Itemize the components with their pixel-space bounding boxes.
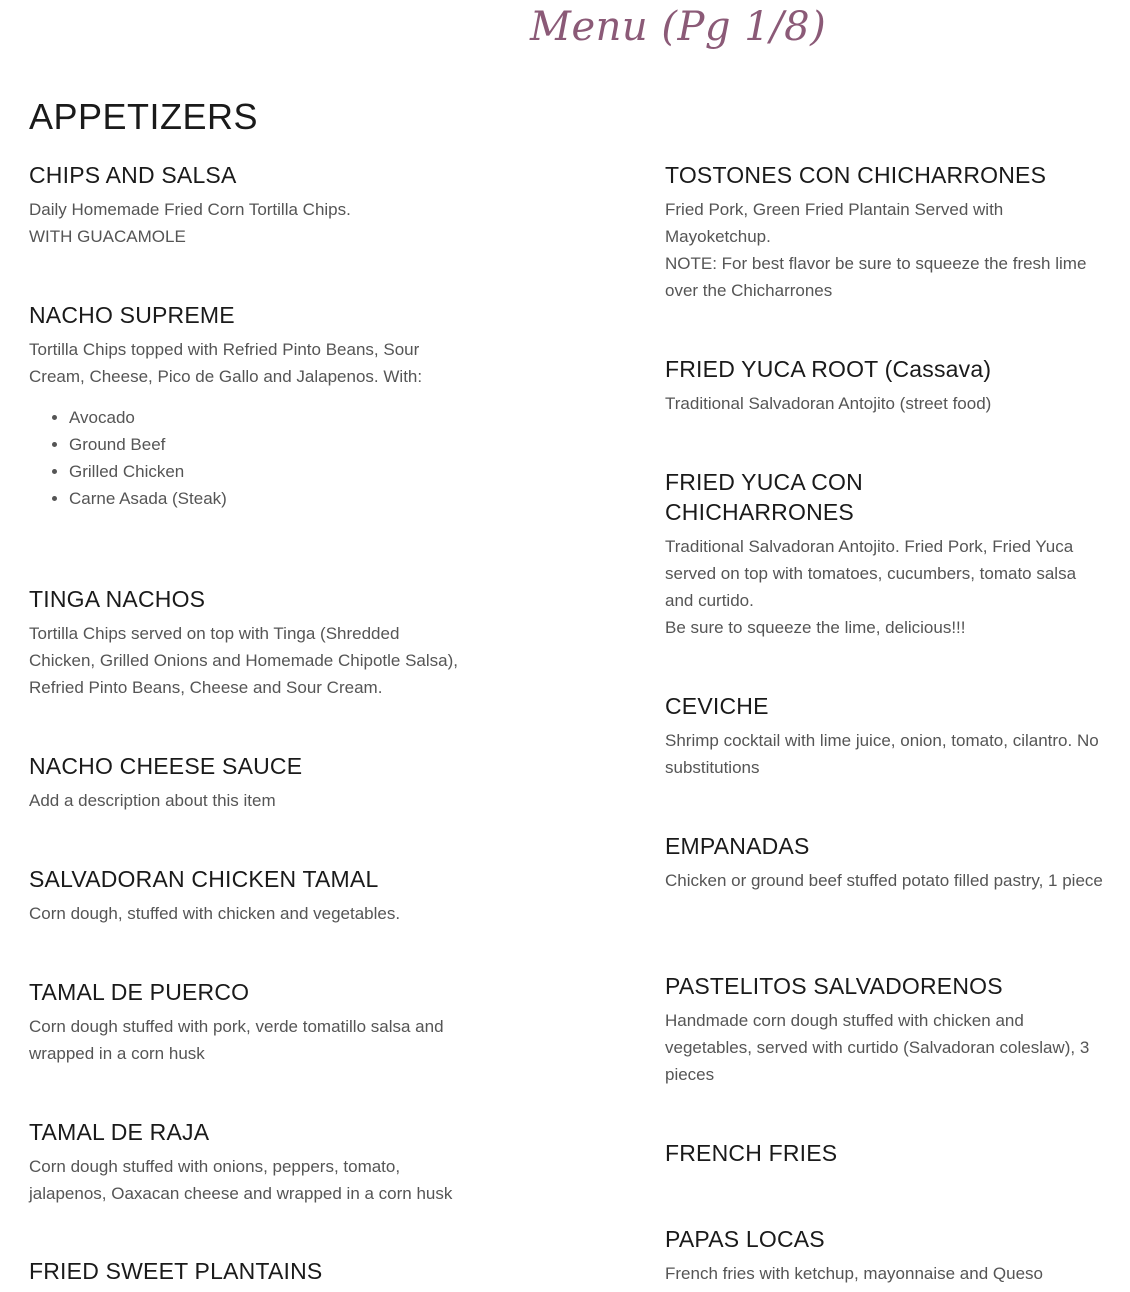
- menu-item: [29, 1117, 469, 1207]
- menu-item-description: [29, 1013, 469, 1067]
- menu-item: [29, 584, 469, 701]
- option-item: • Carne Asada (Steak): [69, 485, 469, 512]
- menu-item-name: FRENCH FRIES: [665, 1140, 838, 1166]
- menu-item-name: NACHO SUPREME: [29, 302, 235, 328]
- description-line: Shrimp cocktail with lime juice, onion, tomato, cilantro. No substitutions: [665, 731, 1099, 777]
- menu-item: [665, 354, 1105, 417]
- menu-item: [665, 1138, 1105, 1174]
- menu-item-description: [29, 620, 469, 701]
- menu-item-name: TAMAL DE PUERCO: [29, 979, 250, 1005]
- menu-item: [665, 831, 1105, 894]
- menu-item-description: [29, 900, 469, 927]
- description-line: Chicken or ground beef stuffed potato filled pastry, 1 piece: [665, 871, 1103, 890]
- section-title-appetizers: APPETIZERS: [29, 96, 259, 137]
- menu-item-description: [29, 196, 469, 250]
- description-line: Traditional Salvadoran Antojito (street food): [665, 394, 992, 413]
- menu-item-name: FRIED YUCA ROOT (Cassava): [665, 356, 992, 382]
- menu-item: [665, 160, 1105, 304]
- menu-item-description: [29, 336, 469, 390]
- menu-item: [665, 1224, 1105, 1287]
- description-line: Tortilla Chips topped with Refried Pinto Beans, Sour Cream, Cheese, Pico de Gallo and Jalapenos. With:: [29, 340, 423, 386]
- menu-item-description: [665, 1260, 1105, 1287]
- description-line: WITH GUACAMOLE: [29, 227, 186, 246]
- menu-item: [29, 864, 469, 927]
- description-line: NOTE: For best flavor be sure to squeeze the fresh lime over the Chicharrones: [665, 254, 1087, 300]
- description-line: Fried Pork, Green Fried Plantain Served with Mayoketchup.: [665, 200, 1004, 246]
- description-line: Daily Homemade Fried Corn Tortilla Chips.: [29, 200, 351, 219]
- menu-item-description: [29, 1153, 469, 1207]
- menu-item-description: [29, 787, 469, 814]
- menu-item: [29, 160, 469, 250]
- option-list: [29, 404, 469, 512]
- menu-item: [29, 1256, 469, 1292]
- menu-item-name: NACHO CHEESE SAUCE: [29, 753, 303, 779]
- description-line: Handmade corn dough stuffed with chicken and vegetables, served with curtido (Salvadoran coleslaw), 3 pieces: [665, 1011, 1090, 1084]
- menu-item-description: [665, 533, 1105, 641]
- option-item: • Avocado: [69, 404, 469, 431]
- option-item: • Ground Beef: [69, 431, 469, 458]
- menu-item: [29, 300, 469, 512]
- option-item: • Grilled Chicken: [69, 458, 469, 485]
- menu-item-description: [665, 727, 1105, 781]
- menu-item-description: [665, 390, 1105, 417]
- menu-item-name: PASTELITOS SALVADORENOS: [665, 973, 1003, 999]
- menu-item-name: FRIED YUCA CON CHICHARRONES: [665, 469, 863, 525]
- menu-item-name: PAPAS LOCAS: [665, 1226, 825, 1252]
- menu-item: [665, 691, 1105, 781]
- menu-item-description: [665, 867, 1105, 894]
- menu-item-description: [665, 1007, 1105, 1088]
- description-line: French fries with ketchup, mayonnaise and Queso: [665, 1264, 1043, 1283]
- menu-item-name: CHIPS AND SALSA: [29, 162, 237, 188]
- menu-item-name: SALVADORAN CHICKEN TAMAL: [29, 866, 379, 892]
- menu-item-name: CEVICHE: [665, 693, 769, 719]
- description-line: Corn dough stuffed with pork, verde tomatillo salsa and wrapped in a corn husk: [29, 1017, 444, 1063]
- menu-item-name: EMPANADAS: [665, 833, 810, 859]
- menu-item-name: FRIED SWEET PLANTAINS: [29, 1258, 323, 1284]
- menu-item-name: TINGA NACHOS: [29, 586, 206, 612]
- description-line: Add a description about this item: [29, 791, 276, 810]
- description-line: Traditional Salvadoran Antojito. Fried Pork, Fried Yuca served on top with tomatoes, cucumbers, tomato salsa and curtido.: [665, 537, 1077, 610]
- menu-item: [29, 751, 469, 814]
- description-line: Tortilla Chips served on top with Tinga (Shredded Chicken, Grilled Onions and Homemade Chipotle Salsa), Refried Pinto Beans, Cheese and Sour Cream.: [29, 624, 458, 697]
- description-line: Corn dough stuffed with onions, peppers, tomato, jalapenos, Oaxacan cheese and wrapped in a corn husk: [29, 1157, 453, 1203]
- page-title: Menu (Pg 1/8): [530, 4, 827, 50]
- description-line: Be sure to squeeze the lime, delicious!!!: [665, 618, 966, 637]
- menu-item-name: TAMAL DE RAJA: [29, 1119, 210, 1145]
- menu-item-name: TOSTONES CON CHICHARRONES: [665, 162, 1047, 188]
- menu-item: [665, 971, 1105, 1088]
- menu-item: [29, 977, 469, 1067]
- menu-item-description: [665, 196, 1105, 304]
- description-line: Corn dough, stuffed with chicken and vegetables.: [29, 904, 401, 923]
- menu-item: [665, 467, 1105, 641]
